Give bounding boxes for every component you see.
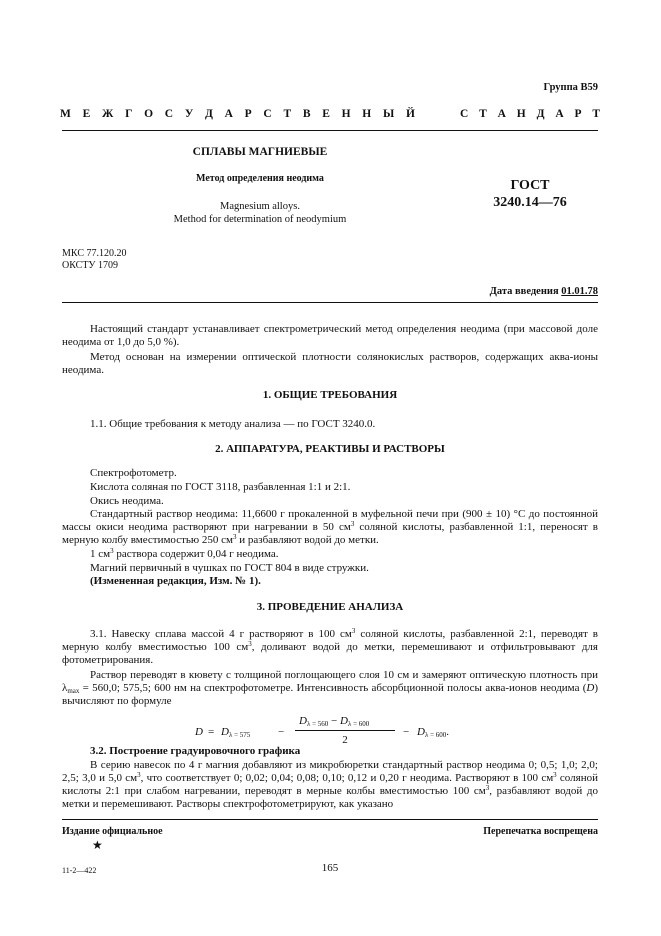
text-run: раствора содержит 0,04 г неодима. xyxy=(113,548,279,560)
section-2-standard-solution xyxy=(62,508,598,547)
section-2-concentration xyxy=(90,548,598,561)
banner-letter: В xyxy=(302,108,311,120)
text-run: − xyxy=(331,715,338,727)
gost-designation xyxy=(470,177,590,211)
text-run: Стандартный раствор неодима: 11,6600 г прокаленной в муфельной печи при (900 ± 10) °С до постоянной массы окиси неодима растворяют при нагревании в 50 см xyxy=(62,508,598,533)
section-3-2-heading: 3.2. Построение градуировочного графика xyxy=(90,745,301,757)
subscript: λ = 600 xyxy=(347,720,370,728)
banner-letter: Т xyxy=(283,108,292,120)
print-order-number: 11-2—422 xyxy=(62,866,97,875)
text-run: соляной кислоты, разбавленной 2:1, переводят в мерную колбу вместимостью 100 см xyxy=(62,628,598,653)
formula-lhs: D xyxy=(195,726,203,738)
section-3-measurement-paragraph xyxy=(62,669,598,708)
section-2-amendment: (Измененная редакция, Изм. № 1). xyxy=(90,575,261,587)
introduction-date-value: 01.01.78 xyxy=(561,286,598,297)
standard-word-interstate xyxy=(60,108,415,120)
text-run: D xyxy=(340,715,348,727)
banner-letter: Е xyxy=(82,108,91,120)
section-2-heading: 2. АППАРАТУРА, РЕАКТИВЫ И РАСТВОРЫ xyxy=(215,443,445,455)
footer-rule xyxy=(62,819,598,820)
banner-letter: Й xyxy=(405,108,415,120)
formula-equals: = xyxy=(208,726,215,738)
banner-letter: Т xyxy=(479,108,487,120)
section-2-line-spectrophotometer: Спектрофотометр. xyxy=(90,467,177,479)
mks-code: МКС 77.120.20 xyxy=(62,248,127,259)
intro-paragraph-2: Метод основан на измерении оптической плотности солянокислых растворов, содержащих аква-ионы неодима. xyxy=(62,351,598,376)
superscript-3: 3 xyxy=(553,771,557,779)
formula-minus-1: − xyxy=(278,726,285,738)
banner-letter: С xyxy=(263,108,272,120)
text-run: , что соответствует 0; 0,02; 0,04; 0,08; 0,10; 0,12 и 0,20 г неодима. Растворяют в 100 см xyxy=(140,772,554,784)
section-3-paragraph-3-1 xyxy=(62,628,598,667)
banner-letter: Н xyxy=(341,108,351,120)
official-edition: Издание официальное xyxy=(62,826,163,837)
banner-letter: Ж xyxy=(101,108,114,120)
document-title: СПЛАВЫ МАГНИЕВЫЕ xyxy=(192,146,328,158)
header-rule xyxy=(62,130,598,131)
document-subtitle: Метод определения неодима xyxy=(196,173,324,184)
text-run: D xyxy=(417,726,425,738)
section-2-line-acid: Кислота соляная по ГОСТ 3118, разбавленная 1:1 и 2:1. xyxy=(90,481,351,493)
banner-letter: С xyxy=(460,108,469,120)
formula-term-600 xyxy=(417,726,449,738)
text-run: и разбавляют водой до метки. xyxy=(236,534,379,546)
text-run: ) вычисляют по формуле xyxy=(62,682,598,707)
absorption-formula xyxy=(195,715,455,749)
superscript-3: 3 xyxy=(248,640,252,648)
classifier-codes xyxy=(62,248,126,272)
date-rule xyxy=(62,302,598,303)
banner-letter: Н xyxy=(362,108,372,120)
page-number: 165 xyxy=(321,862,339,874)
section-3-2-paragraph xyxy=(62,759,598,811)
section-2-line-magnesium: Магний первичный в чушках по ГОСТ 804 в виде стружки. xyxy=(90,562,369,574)
banner-letter: Н xyxy=(516,108,526,120)
banner-letter: М xyxy=(60,108,71,120)
subscript: λ = 560 xyxy=(306,720,329,728)
text-run: . xyxy=(446,726,450,738)
standard-word-standard xyxy=(460,108,600,120)
text-run: 3.1. Навеску сплава массой 4 г растворяют в 100 см xyxy=(90,628,352,640)
text-run: В серию навесок по 4 г магния добавляют из микробюретки стандартный раствор неодима 0; 0,5; 1,0; 2,0; 2,5; 3,0 и 5,0 см xyxy=(62,759,598,784)
banner-letter: Д xyxy=(536,108,545,120)
formula-numerator xyxy=(299,715,369,727)
banner-letter: Г xyxy=(125,108,133,120)
text-run: D xyxy=(586,682,595,694)
intro-paragraph-1: Настоящий стандарт устанавливает спектрометрический метод определения неодима (при массовой доле неодима от 1,0 до 5,0 %). xyxy=(62,323,598,348)
section-1-heading: 1. ОБЩИЕ ТРЕБОВАНИЯ xyxy=(262,389,398,401)
banner-letter: У xyxy=(184,108,194,120)
text-run: соляной кислоты 2:1 при слабом нагревании, переводят в мерные колбы вместимостью 100 см xyxy=(62,772,598,797)
english-title-line-1: Magnesium alloys. xyxy=(220,201,300,212)
section-3-heading: 3. ПРОВЕДЕНИЕ АНАЛИЗА xyxy=(256,601,404,613)
banner-letter: А xyxy=(555,108,564,120)
standard-banner xyxy=(60,108,600,120)
superscript-3: 3 xyxy=(232,533,237,541)
text-run: Раствор переводят в кювету с толщиной поглощающего слоя 10 см и замеряют оптическую плотность при λ xyxy=(62,669,598,694)
banner-letter: Д xyxy=(204,108,213,120)
english-title-line-2: Method for determination of neodymium xyxy=(173,214,347,225)
section-1-paragraph: 1.1. Общие требования к методу анализа — по ГОСТ 3240.0. xyxy=(90,418,376,430)
banner-letter: Р xyxy=(244,108,252,120)
banner-letter: Е xyxy=(322,108,330,120)
text-run: соляной кислоты, разбавленной 1:1, переносят в мерную колбу вместимостью 250 см xyxy=(62,521,598,546)
group-code: Группа В59 xyxy=(543,82,598,93)
fraction-bar xyxy=(295,730,395,731)
section-2-line-oxide: Окись неодима. xyxy=(90,495,164,507)
text-run: = 560,0; 575,5; 600 нм на спектрофотометре. Интенсивность абсорбционной полосы аква-ионов неодима ( xyxy=(79,682,587,694)
subscript: λ = 600 xyxy=(424,731,447,739)
banner-letter: О xyxy=(144,108,154,120)
banner-letter: С xyxy=(164,108,174,120)
superscript-3: 3 xyxy=(137,771,141,779)
subscript: λ = 575 xyxy=(228,731,251,739)
superscript-3: 3 xyxy=(110,547,114,555)
text-run: , доливают водой до метки, перемешивают и отфильтровывают для фотометрирования. xyxy=(62,641,598,666)
banner-letter: Т xyxy=(592,108,600,120)
text-run: , разбавляют водой до метки и перемешивают. Растворы спектрофотометрируют, как указано xyxy=(62,785,598,810)
banner-letter: Р xyxy=(574,108,582,120)
english-title xyxy=(125,200,395,226)
formula-minus-2: − xyxy=(403,726,410,738)
superscript-3: 3 xyxy=(485,784,490,792)
text-run: D xyxy=(221,726,229,738)
star-icon: ★ xyxy=(92,838,103,852)
superscript-3: 3 xyxy=(351,627,356,635)
banner-letter: Ы xyxy=(382,108,395,120)
banner-letter: А xyxy=(497,108,506,120)
text-run: 1 см xyxy=(90,548,111,560)
subscript-max: max xyxy=(67,687,80,695)
superscript-3: 3 xyxy=(350,520,355,528)
banner-letter: А xyxy=(224,108,233,120)
gost-label: ГОСТ xyxy=(510,178,550,193)
formula-denominator: 2 xyxy=(342,734,348,746)
introduction-date-label: Дата введения xyxy=(489,286,559,297)
introduction-date xyxy=(400,286,598,297)
gost-number: 3240.14—76 xyxy=(493,195,567,210)
text-run: D xyxy=(299,715,307,727)
formula-term-575 xyxy=(221,726,250,738)
reprint-prohibited: Перепечатка воспрещена xyxy=(483,826,598,837)
okstu-code: ОКСТУ 1709 xyxy=(62,260,119,271)
